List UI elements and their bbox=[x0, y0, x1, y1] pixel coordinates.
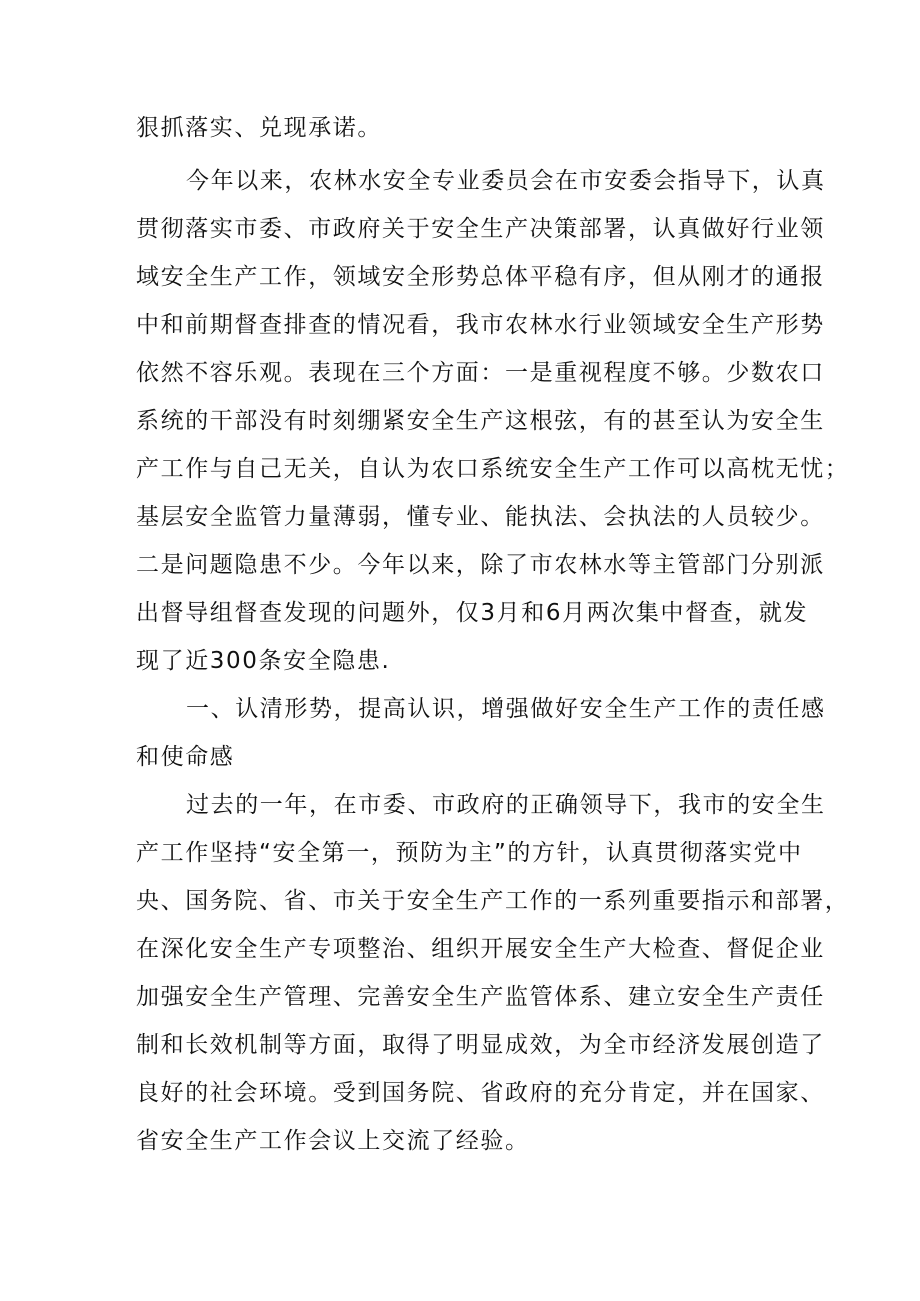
text-line: 二是问题隐患不少。今年以来，除了市农林水等主管部门分别派 bbox=[136, 552, 825, 578]
text-line: 中和前期督查排查的情况看，我市农林水行业领域安全生产形势 bbox=[136, 312, 825, 338]
text-line: 产工作坚持“安全第一，预防为主”的方针，认真贯彻落实党中 bbox=[136, 840, 803, 866]
text-line: 省安全生产工作会议上交流了经验。 bbox=[136, 1128, 530, 1154]
text-line: 过去的一年，在市委、市政府的正确领导下，我市的安全生 bbox=[186, 792, 826, 818]
text-line: 今年以来，农林水安全专业委员会在市安委会指导下，认真 bbox=[186, 168, 826, 194]
text-line: 出督导组督查发现的问题外，仅3月和6月两次集中督查，就发 bbox=[136, 600, 809, 626]
text-line: 依然不容乐观。表现在三个方面：一是重视程度不够。少数农口 bbox=[136, 360, 825, 386]
text-line: 狠抓落实、兑现承诺。 bbox=[136, 115, 382, 141]
text-line: 贯彻落实市委、市政府关于安全生产决策部署，认真做好行业领 bbox=[136, 216, 825, 242]
text-line: 央、国务院、省、市关于安全生产工作的一系列重要指示和部署， bbox=[136, 888, 850, 914]
text-line: 系统的干部没有时刻绷紧安全生产这根弦，有的甚至认为安全生 bbox=[136, 408, 825, 434]
text-line: 域安全生产工作，领域安全形势总体平稳有序，但从刚才的通报 bbox=[136, 264, 825, 290]
text-line: 制和长效机制等方面，取得了明显成效，为全市经济发展创造了 bbox=[136, 1032, 825, 1058]
text-line: 产工作与自己无关，自认为农口系统安全生产工作可以高枕无忧； bbox=[136, 456, 850, 482]
text-line: 在深化安全生产专项整治、组织开展安全生产大检查、督促企业 bbox=[136, 936, 825, 962]
text-line: 良好的社会环境。受到国务院、省政府的充分肯定，并在国家、 bbox=[136, 1080, 825, 1106]
text-line: 基层安全监管力量薄弱，懂专业、能执法、会执法的人员较少。 bbox=[136, 504, 825, 530]
text-line: 现了近300条安全隐患. bbox=[136, 648, 391, 674]
text-line: 加强安全生产管理、完善安全生产监管体系、建立安全生产责任 bbox=[136, 984, 825, 1010]
section-heading-line: 一、认清形势，提高认识，增强做好安全生产工作的责任感 bbox=[186, 696, 826, 722]
section-heading-line: 和使命感 bbox=[136, 744, 235, 770]
